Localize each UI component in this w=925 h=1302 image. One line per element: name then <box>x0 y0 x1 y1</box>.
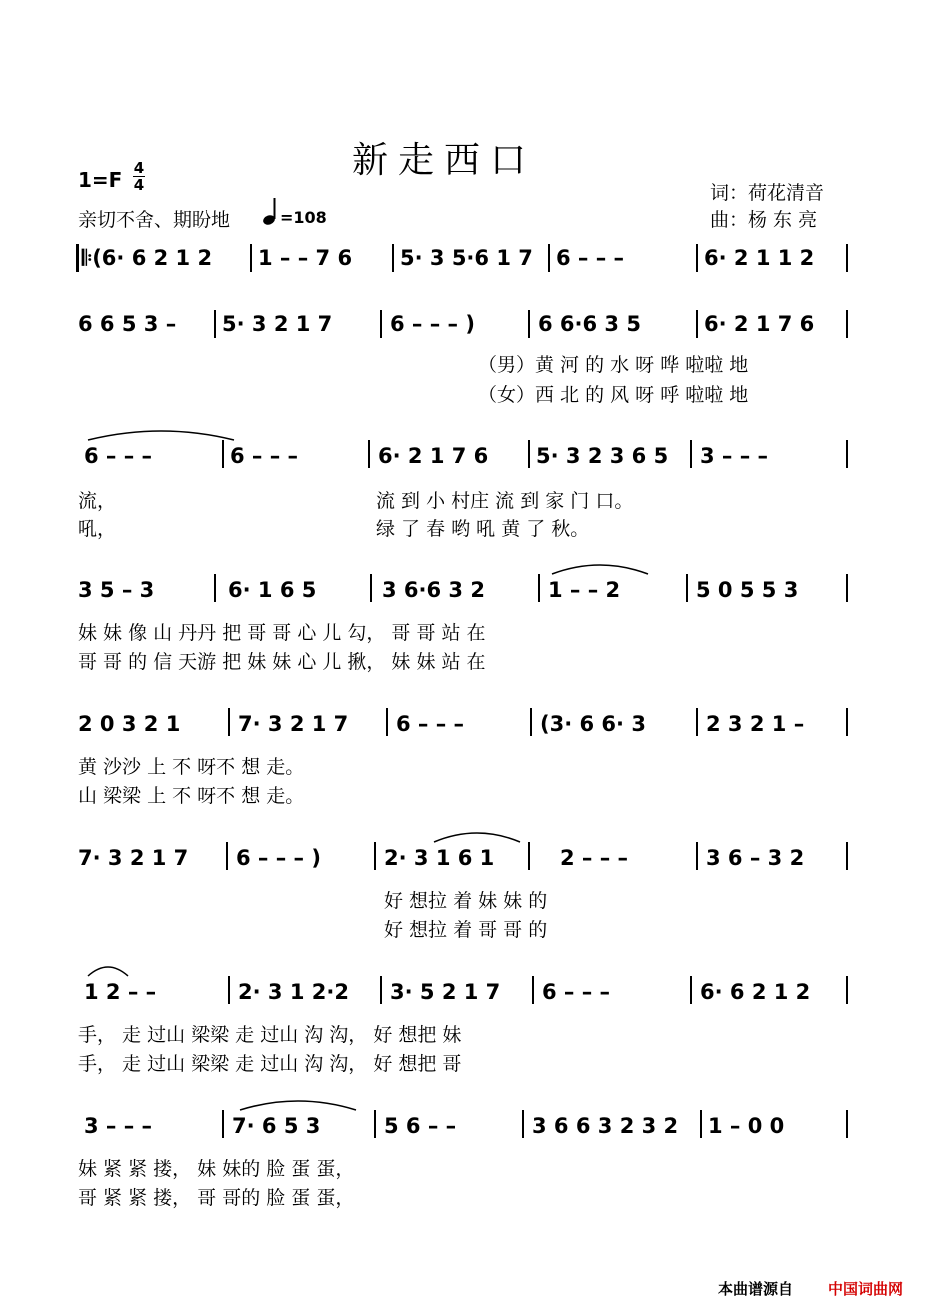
lyric-line-2: 手， 走 过山 梁梁 走 过山 沟 沟， 好 想把 哥 <box>78 1053 462 1075</box>
time-signature <box>133 160 145 193</box>
tie-mark <box>550 560 650 576</box>
lyric-line-2a: 吼， <box>78 518 117 540</box>
measure-7-2: 2· 3 1 2·2 <box>238 980 349 1004</box>
measure-6-3: 2· 3 1 6 1 <box>384 846 495 870</box>
tie-mark <box>86 962 130 978</box>
barline <box>846 708 848 736</box>
measure-6-4: 2 – – – <box>560 846 629 870</box>
barline <box>846 976 848 1004</box>
measure-4-1: 3 5 – 3 <box>78 578 155 602</box>
measure-5-2: 7· 3 2 1 7 <box>238 712 349 736</box>
barline <box>222 1110 224 1138</box>
footer-site-link[interactable]: 中国词曲网 <box>828 1280 904 1298</box>
measure-4-3: 3 6·6 3 2 <box>382 578 485 602</box>
barline <box>690 976 692 1004</box>
measure-2-5: 6· 2 1 7 6 <box>704 312 815 336</box>
barline <box>250 244 252 272</box>
barline <box>696 708 698 736</box>
lyric-line-1a: 流， <box>78 490 117 512</box>
measure-5-1: 2 0 3 2 1 <box>78 712 181 736</box>
expression-mark: 亲切不舍、期盼地 <box>78 209 231 231</box>
barline <box>530 708 532 736</box>
measure-2-4: 6 6·6 3 5 <box>538 312 641 336</box>
barline <box>392 244 394 272</box>
measure-4-5: 5 0 5 5 3 <box>696 578 799 602</box>
barline <box>228 976 230 1004</box>
measure-7-4: 6 – – – <box>542 980 611 1004</box>
tie-mark <box>86 426 236 442</box>
measure-8-5: 1 – 0 0 <box>708 1114 785 1138</box>
measure-8-1: 3 – – – <box>84 1114 153 1138</box>
measure-3-4: 5· 3 2 3 6 5 <box>536 444 669 468</box>
lyric-line-male: （男）黄 河 的 水 呀 哗 啦啦 地 <box>478 354 749 376</box>
barline <box>696 244 698 272</box>
barline <box>386 708 388 736</box>
measure-2-1: 6 6 5 3 – <box>78 312 177 336</box>
tie-mark <box>432 828 522 844</box>
measure-5-3: 6 – – – <box>396 712 465 736</box>
barline <box>700 1110 702 1138</box>
barline <box>228 708 230 736</box>
barline <box>528 842 530 870</box>
measure-1-2: 1 – – 7 6 <box>258 246 353 270</box>
measure-3-5: 3 – – – <box>700 444 769 468</box>
barline <box>532 976 534 1004</box>
tempo-mark: =108 <box>280 208 327 227</box>
measure-4-2: 6· 1 6 5 <box>228 578 317 602</box>
measure-1-1: 𝄆(6· 6 2 1 2 <box>82 246 213 270</box>
composer-credit: 曲：杨 东 亮 <box>710 209 818 231</box>
barline <box>370 574 372 602</box>
measure-3-3: 6· 2 1 7 6 <box>378 444 489 468</box>
barline <box>696 842 698 870</box>
measure-4-4: 1 – – 2 <box>548 578 621 602</box>
barline <box>538 574 540 602</box>
measure-3-2: 6 – – – <box>230 444 299 468</box>
barline <box>696 310 698 338</box>
barline <box>374 842 376 870</box>
barline <box>380 310 382 338</box>
measure-6-2: 6 – – – ) <box>236 846 321 870</box>
measure-1-4: 6 – – – <box>556 246 625 270</box>
lyric-line-2: 哥 紧 紧 搂， 哥 哥的 脸 蛋 蛋， <box>78 1187 355 1209</box>
footer-source-label: 本曲谱源自 <box>718 1280 794 1298</box>
barline <box>368 440 370 468</box>
barline <box>686 574 688 602</box>
measure-8-4: 3 6 6 3 2 3 2 <box>532 1114 679 1138</box>
barline <box>226 842 228 870</box>
barline <box>690 440 692 468</box>
key-signature: 1=F <box>78 168 123 192</box>
barline <box>846 842 848 870</box>
time-top: 4 <box>133 159 145 177</box>
tie-mark <box>238 1096 358 1112</box>
quarter-note-icon <box>262 196 280 230</box>
lyric-line-2: 哥 哥 的 信 天游 把 妹 妹 心 儿 揪， 妹 妹 站 在 <box>78 651 486 673</box>
measure-2-2: 5· 3 2 1 7 <box>222 312 333 336</box>
time-bottom: 4 <box>133 176 145 194</box>
barline <box>380 976 382 1004</box>
barline <box>846 1110 848 1138</box>
lyric-line-2: 山 梁梁 上 不 呀不 想 走。 <box>78 785 305 807</box>
measure-7-1: 1 2 – – <box>84 980 157 1004</box>
barline <box>528 440 530 468</box>
lyric-line-1: 好 想拉 着 妹 妹 的 <box>384 890 548 912</box>
measure-1-3: 5· 3 5·6 1 7 <box>400 246 533 270</box>
measure-8-2: 7· 6 5 3 <box>232 1114 321 1138</box>
barline <box>528 310 530 338</box>
measure-3-1: 6 – – – <box>84 444 153 468</box>
barline <box>548 244 550 272</box>
lyric-line-female: （女）西 北 的 风 呀 呼 啦啦 地 <box>478 384 749 406</box>
measure-5-5: 2 3 2 1 – <box>706 712 805 736</box>
measure-7-5: 6· 6 2 1 2 <box>700 980 811 1004</box>
lyric-line-2b: 绿 了 春 哟 吼 黄 了 秋。 <box>376 518 590 540</box>
barline <box>214 310 216 338</box>
barline <box>522 1110 524 1138</box>
lyric-line-1b: 流 到 小 村庄 流 到 家 门 口。 <box>376 490 634 512</box>
lyricist-credit: 词：荷花清音 <box>710 182 825 204</box>
repeat-barline <box>76 244 79 272</box>
barline <box>846 244 848 272</box>
barline <box>222 440 224 468</box>
song-title: 新走西口 <box>352 140 537 181</box>
barline <box>846 310 848 338</box>
barline <box>846 574 848 602</box>
measure-6-1: 7· 3 2 1 7 <box>78 846 189 870</box>
lyric-line-1: 黄 沙沙 上 不 呀不 想 走。 <box>78 756 305 778</box>
lyric-line-1: 手， 走 过山 梁梁 走 过山 沟 沟， 好 想把 妹 <box>78 1024 462 1046</box>
measure-6-5: 3 6 – 3 2 <box>706 846 805 870</box>
barline <box>214 574 216 602</box>
barline <box>374 1110 376 1138</box>
barline <box>846 440 848 468</box>
measure-5-4: (3· 6 6· 3 <box>540 712 646 736</box>
measure-2-3: 6 – – – ) <box>390 312 475 336</box>
lyric-line-1: 妹 妹 像 山 丹丹 把 哥 哥 心 儿 勾， 哥 哥 站 在 <box>78 622 486 644</box>
lyric-line-1: 妹 紧 紧 搂， 妹 妹的 脸 蛋 蛋， <box>78 1158 355 1180</box>
measure-8-3: 5 6 – – <box>384 1114 457 1138</box>
lyric-line-2: 好 想拉 着 哥 哥 的 <box>384 919 548 941</box>
measure-7-3: 3· 5 2 1 7 <box>390 980 501 1004</box>
measure-1-5: 6· 2 1 1 2 <box>704 246 815 270</box>
